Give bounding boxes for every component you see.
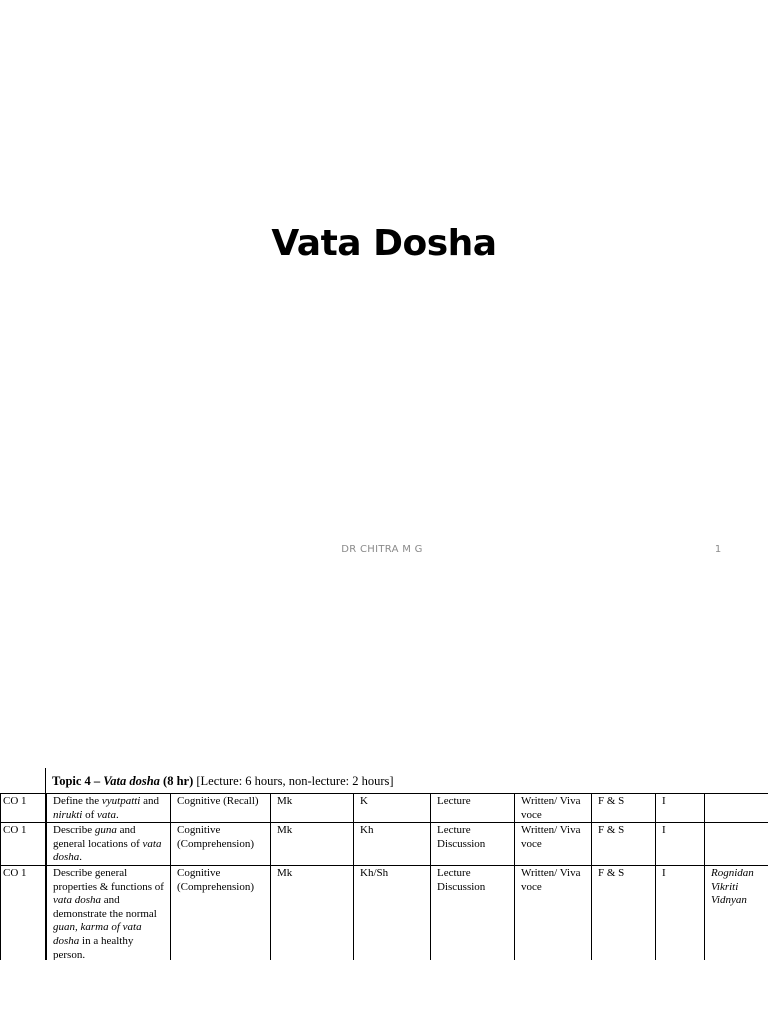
description-segment: and general locations of bbox=[53, 824, 143, 850]
assessment-cell: Written/ Viva voce bbox=[515, 794, 592, 823]
domain-cell: Cognitive (Recall) bbox=[171, 794, 271, 823]
description-segment: vyutpatti bbox=[101, 795, 141, 807]
topic-detail: [Lecture: 6 hours, non-lecture: 2 hours] bbox=[193, 774, 394, 788]
description-segment: guna bbox=[94, 824, 117, 837]
reference-cell bbox=[705, 794, 768, 823]
description-segment: vata bbox=[97, 808, 116, 821]
reference-cell bbox=[705, 823, 768, 866]
description-segment: Describe general properties & functions of bbox=[53, 866, 164, 893]
description-segment: and bbox=[140, 795, 160, 807]
level-cell: Mk bbox=[271, 823, 354, 866]
slide-page-number: 1 bbox=[714, 544, 722, 555]
description-segment: vata dosha bbox=[53, 894, 101, 907]
domain-cell: Cognitive (Comprehension) bbox=[171, 865, 271, 960]
table-row bbox=[1, 794, 768, 823]
topic-hours: (8 hr) bbox=[159, 774, 194, 788]
description-cell bbox=[47, 794, 171, 823]
slide-title: Vata Dosha bbox=[271, 223, 497, 264]
description-segment: vata dosha bbox=[53, 837, 162, 864]
slide-author: DR CHITRA M G bbox=[341, 544, 423, 555]
topic-name: Vata dosha bbox=[103, 774, 160, 788]
description-segment: and demonstrate the normal bbox=[53, 894, 157, 920]
assessment-type-cell: F & S bbox=[592, 794, 656, 823]
teaching-method-cell: Lecture bbox=[431, 794, 515, 823]
assessment-cell: Written/ Viva voce bbox=[515, 823, 592, 866]
description-segment: Define the bbox=[53, 795, 102, 807]
description-cell bbox=[47, 823, 171, 866]
reference-cell: Rognidan Vikriti Vidnyan bbox=[705, 865, 768, 960]
description-segment: . bbox=[115, 808, 119, 821]
integration-cell: I bbox=[656, 794, 705, 823]
curriculum-table bbox=[0, 793, 768, 960]
description-segment: in a healthy person. bbox=[53, 934, 134, 960]
teaching-method-cell: Lecture Discussion bbox=[431, 865, 515, 960]
description-segment: Describe bbox=[53, 824, 95, 837]
integration-cell: I bbox=[656, 823, 705, 866]
co-cell: CO 1 bbox=[1, 823, 47, 866]
description-segment: . bbox=[79, 851, 83, 864]
knowledge-cell: Kh/Sh bbox=[354, 865, 431, 960]
level-cell: Mk bbox=[271, 794, 354, 823]
knowledge-cell: Kh bbox=[354, 823, 431, 866]
co-cell: CO 1 bbox=[1, 794, 47, 823]
curriculum-table-section bbox=[0, 768, 768, 960]
teaching-method-cell: Lecture Discussion bbox=[431, 823, 515, 866]
table-wrapper bbox=[0, 793, 768, 960]
domain-cell: Cognitive (Comprehension) bbox=[171, 823, 271, 866]
co-cell: CO 1 bbox=[1, 865, 47, 960]
integration-cell: I bbox=[656, 865, 705, 960]
topic-heading bbox=[52, 773, 394, 789]
assessment-type-cell: F & S bbox=[592, 823, 656, 866]
level-cell: Mk bbox=[271, 865, 354, 960]
table-row bbox=[1, 865, 768, 960]
description-cell bbox=[47, 865, 171, 960]
knowledge-cell: K bbox=[354, 794, 431, 823]
description-segment: of bbox=[82, 808, 98, 821]
topic-prefix: Topic 4 – bbox=[52, 774, 104, 788]
description-segment: guan, karma of vata dosha bbox=[53, 921, 142, 947]
assessment-cell: Written/ Viva voce bbox=[515, 865, 592, 960]
description-segment: nirukti bbox=[53, 808, 83, 821]
assessment-type-cell: F & S bbox=[592, 865, 656, 960]
table-row bbox=[1, 823, 768, 866]
